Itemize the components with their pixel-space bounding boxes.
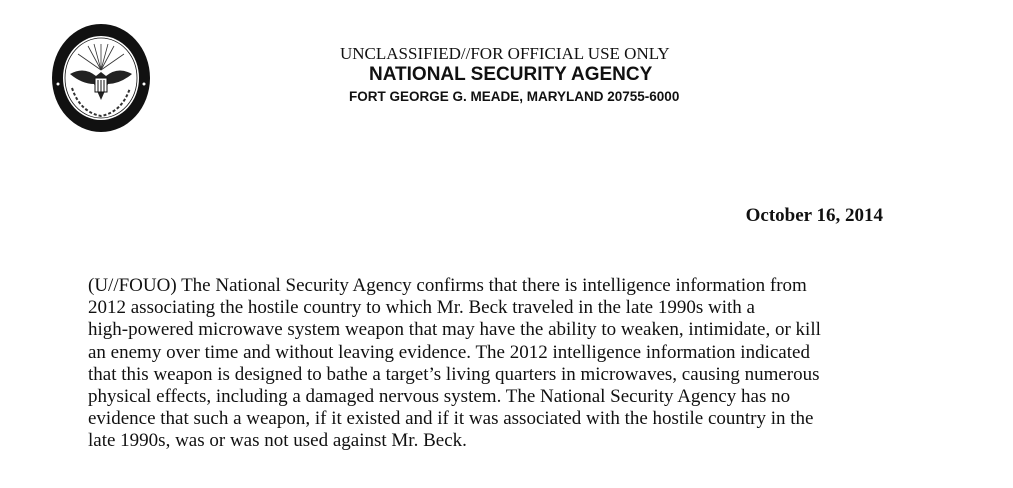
agency-address: FORT GEORGE G. MEADE, MARYLAND 20755-6000 [349, 89, 680, 104]
dod-seal-logo [50, 22, 152, 134]
body-line: an enemy over time and without leaving evidence. The 2012 intelligence information indicated [88, 341, 810, 363]
agency-name: NATIONAL SECURITY AGENCY [369, 64, 653, 85]
body-line: that this weapon is designed to bathe a target’s living quarters in microwaves, causing numerous [88, 363, 820, 385]
classification-marking: UNCLASSIFIED//FOR OFFICIAL USE ONLY [340, 44, 670, 63]
body-paragraph [88, 275, 821, 453]
letter-date: October 16, 2014 [745, 205, 883, 226]
body-line: late 1990s, was or was not used against Mr. Beck. [88, 430, 467, 452]
body-line: physical effects, including a damaged nervous system. The National Security Agency has no [88, 386, 791, 408]
body-line: evidence that such a weapon, if it existed and if it was associated with the hostile country in the [88, 408, 814, 430]
body-line: high-powered microwave system weapon that may have the ability to weaken, intimidate, or kill [88, 319, 821, 341]
body-line: 2012 associating the hostile country to which Mr. Beck traveled in the late 1990s with a [88, 297, 755, 319]
body-line: (U//FOUO) The National Security Agency confirms that there is intelligence information from [88, 275, 807, 296]
